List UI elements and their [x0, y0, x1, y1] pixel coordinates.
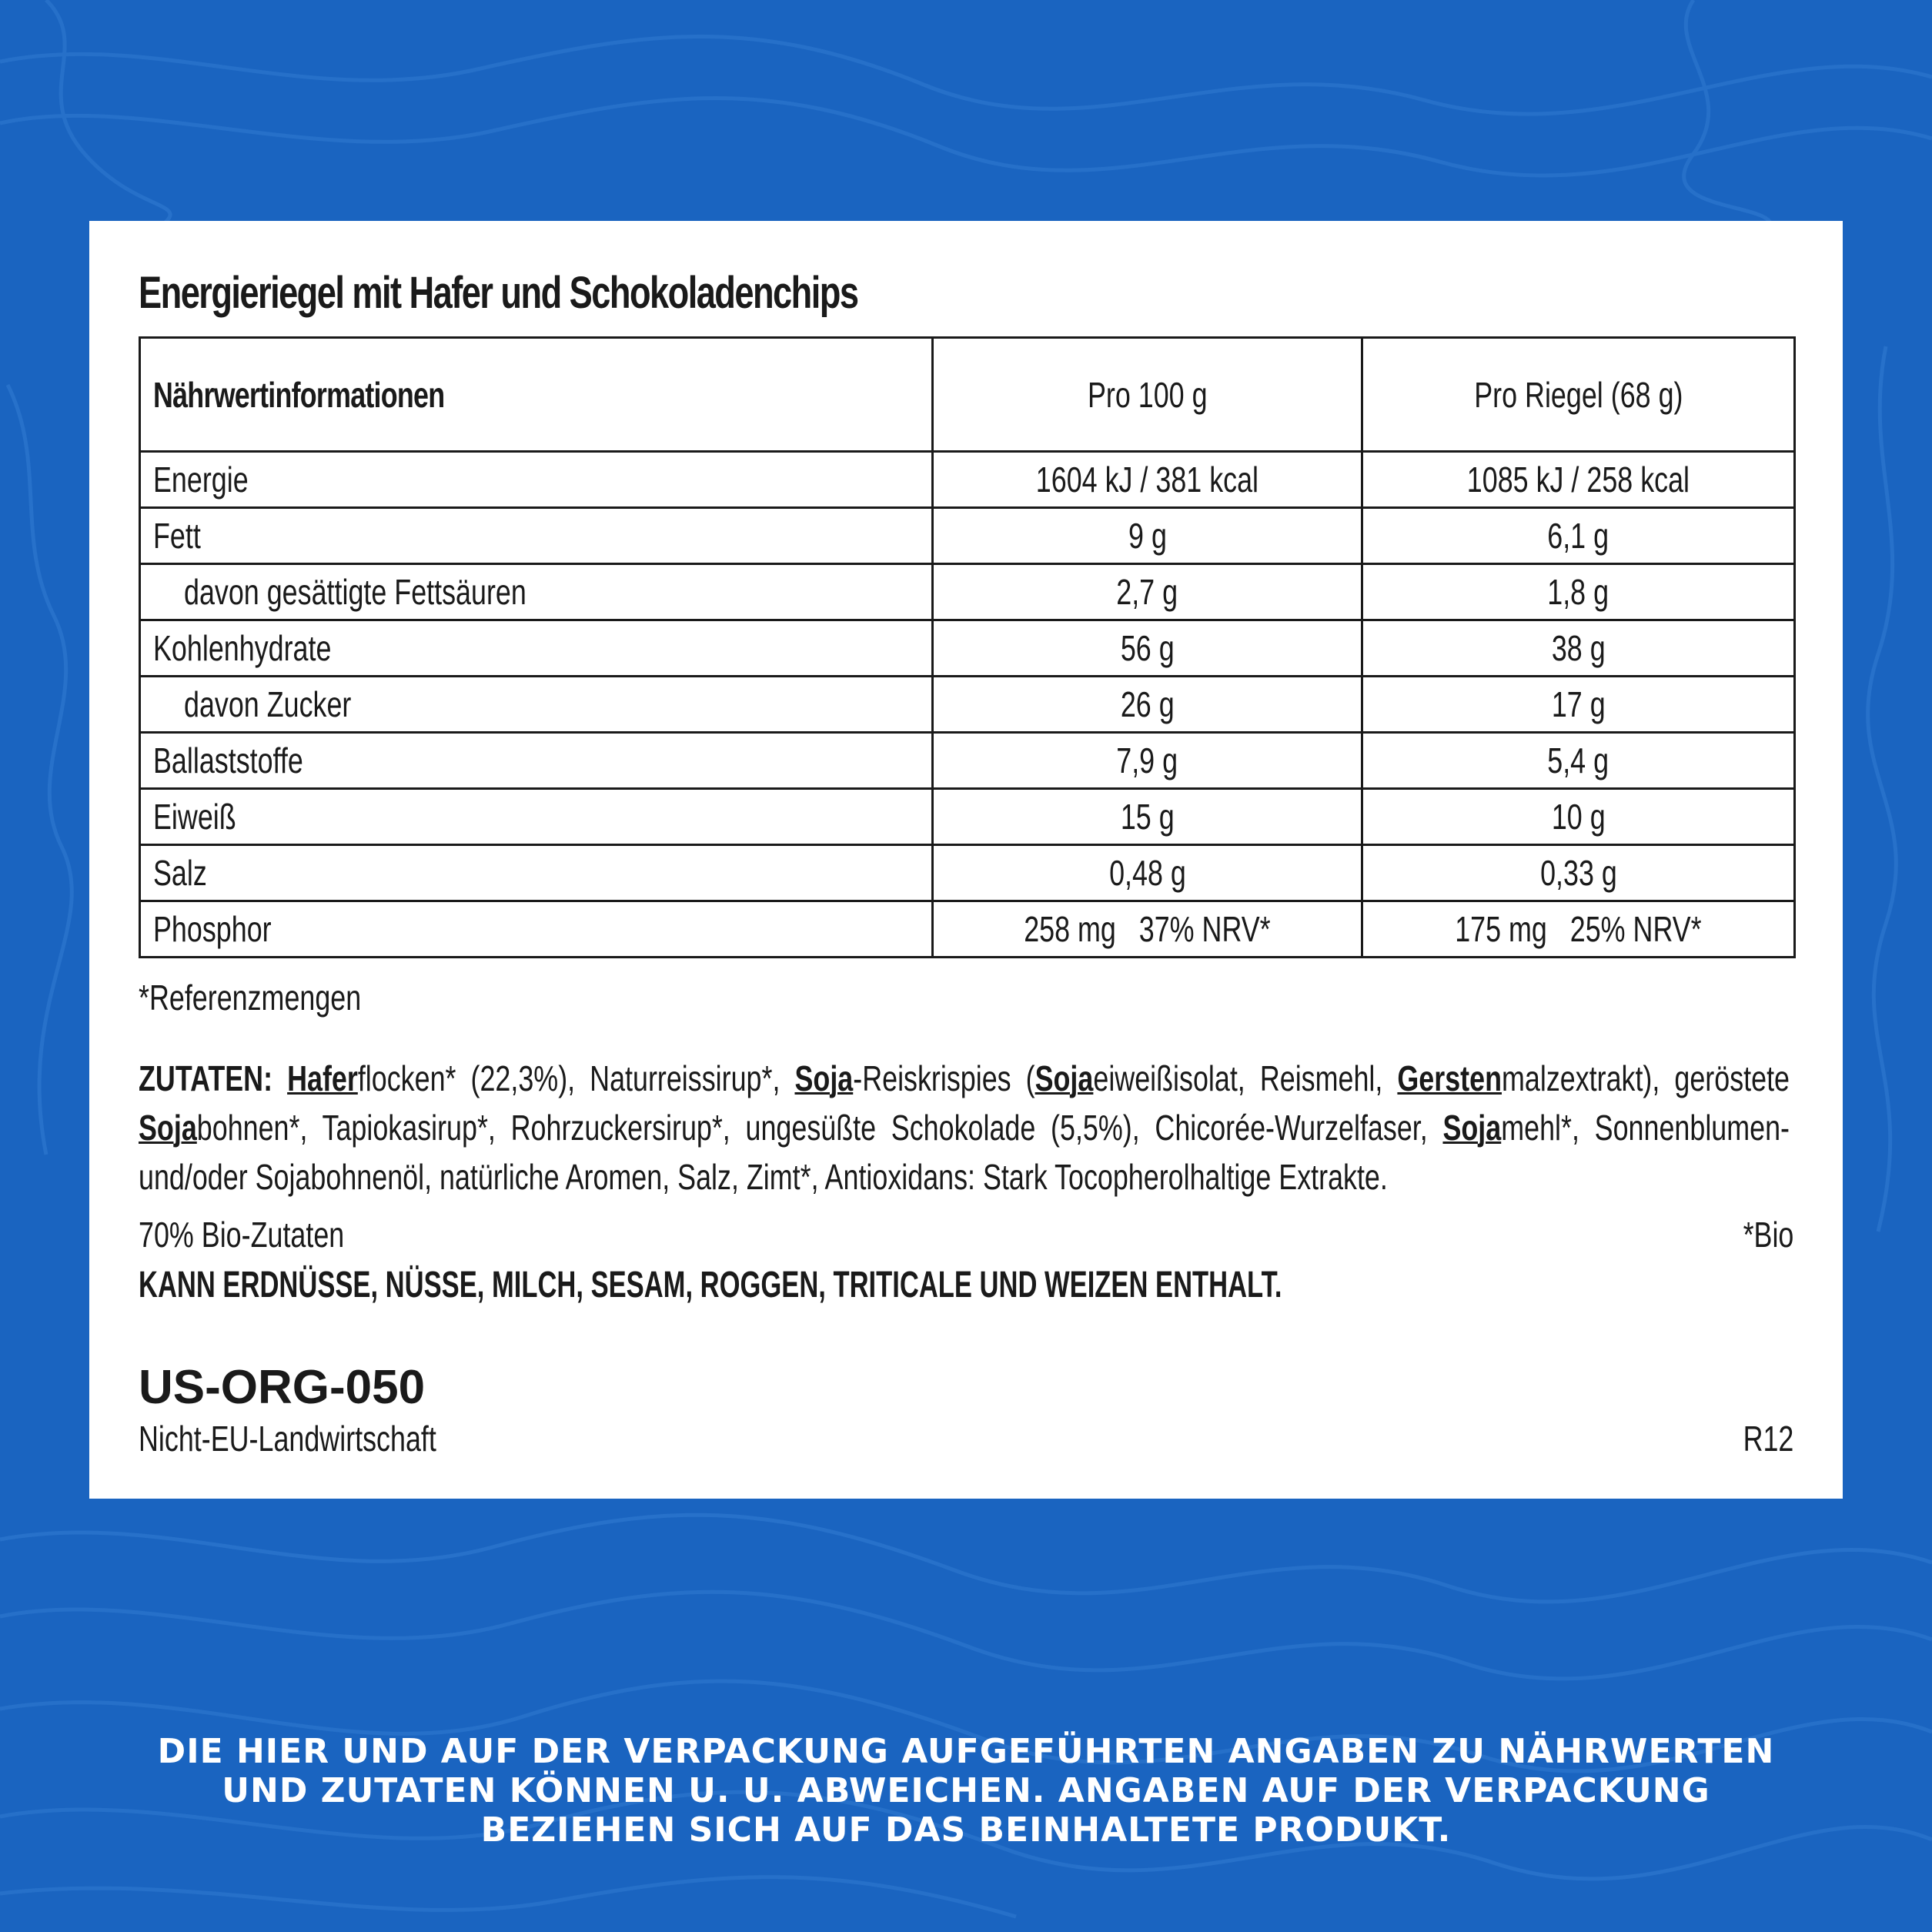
- table-row: [140, 789, 1795, 845]
- certification-ref: R12: [1743, 1419, 1793, 1459]
- disclaimer-line: DIE HIER UND AUF DER VERPACKUNG AUFGEFÜHRTEN ANGABEN ZU NÄHRWERTEN: [157, 1732, 1775, 1771]
- bio-share: 70% Bio-Zutaten: [139, 1215, 345, 1255]
- ingredients-part: flocken* (22,3%), Naturreissirup*,: [357, 1058, 795, 1098]
- row-perbar: 175 mg 25% NRV*: [1362, 901, 1795, 958]
- row-label: Eiweiß: [140, 789, 933, 845]
- certification-origin: Nicht-EU-Landwirtschaft: [139, 1419, 436, 1459]
- row-perbar: 5,4 g: [1362, 733, 1795, 789]
- row-per100: 26 g: [933, 677, 1362, 733]
- row-label: Phosphor: [140, 901, 933, 958]
- ingredients-part: -Reiskrispies (: [853, 1058, 1035, 1098]
- bio-row: [139, 1214, 1793, 1260]
- allergen-highlight: Soja: [139, 1108, 197, 1148]
- table-row: [140, 508, 1795, 564]
- disclaimer-line: BEZIEHEN SICH AUF DAS BEINHALTETE PRODUKT.: [480, 1810, 1452, 1850]
- disclaimer: [0, 1732, 1932, 1850]
- table-row: [140, 677, 1795, 733]
- allergen-highlight: Soja: [1035, 1058, 1094, 1098]
- row-perbar: 6,1 g: [1362, 508, 1795, 564]
- ingredients-text: [139, 1054, 1790, 1202]
- row-per100: 9 g: [933, 508, 1362, 564]
- row-per100: 0,48 g: [933, 845, 1362, 901]
- row-label: davon gesättigte Fettsäuren: [140, 564, 933, 620]
- nutrition-table: [139, 336, 1796, 958]
- certification-code: US-ORG-050: [139, 1361, 426, 1414]
- row-perbar: 17 g: [1362, 677, 1795, 733]
- row-perbar: 1085 kJ / 258 kcal: [1362, 452, 1795, 508]
- allergen-highlight: Hafer: [287, 1058, 358, 1098]
- row-label: Ballaststoffe: [140, 733, 933, 789]
- allergen-highlight: Gersten: [1397, 1058, 1502, 1098]
- row-per100: 2,7 g: [933, 564, 1362, 620]
- allergen-warning: KANN ERDNÜSSE, NÜSSE, MILCH, SESAM, ROGGEN, TRITICALE UND WEIZEN ENTHALT.: [139, 1265, 1282, 1305]
- row-perbar: 38 g: [1362, 620, 1795, 677]
- row-per100: 7,9 g: [933, 733, 1362, 789]
- product-title: Energieriegel mit Hafer und Schokoladenchips: [139, 268, 858, 318]
- table-row: [140, 452, 1795, 508]
- allergen-highlight: Soja: [1442, 1108, 1502, 1148]
- ingredients-label: ZUTATEN:: [139, 1058, 273, 1098]
- table-header-per100: Pro 100 g: [933, 338, 1362, 452]
- row-perbar: 1,8 g: [1362, 564, 1795, 620]
- ingredients-part: eiweißisolat, Reismehl,: [1093, 1058, 1398, 1098]
- bio-note: *Bio: [1743, 1215, 1793, 1255]
- row-label: Kohlenhydrate: [140, 620, 933, 677]
- row-label: Fett: [140, 508, 933, 564]
- table-row: [140, 733, 1795, 789]
- table-row: [140, 845, 1795, 901]
- certification-row: [139, 1418, 1793, 1464]
- ingredients-part: bohnen*, Tapiokasirup*, Rohrzuckersirup*, ungesüßte Schokolade (5,5%), Chicorée-Wurzelfaser,: [196, 1108, 1443, 1148]
- table-header-row: [140, 338, 1795, 452]
- row-perbar: 10 g: [1362, 789, 1795, 845]
- table-row: [140, 564, 1795, 620]
- table-row: [140, 620, 1795, 677]
- row-label: davon Zucker: [140, 677, 933, 733]
- row-label: Salz: [140, 845, 933, 901]
- allergen-highlight: Soja: [794, 1058, 854, 1098]
- row-per100: 1604 kJ / 381 kcal: [933, 452, 1362, 508]
- table-header-label: Nährwertinformationen: [140, 338, 933, 452]
- row-per100: 258 mg 37% NRV*: [933, 901, 1362, 958]
- disclaimer-line: UND ZUTATEN KÖNNEN U. U. ABWEICHEN. ANGABEN AUF DER VERPACKUNG: [222, 1771, 1710, 1810]
- ingredients-part: malzextrakt), geröstete: [1502, 1058, 1790, 1098]
- nutrition-card: [89, 221, 1843, 1499]
- table-row: [140, 901, 1795, 958]
- row-label: Energie: [140, 452, 933, 508]
- ingredients-part: mehl*, Sonnenblumen- und/oder Sojabohnenöl, natürliche Aromen, Salz, Zimt*, Antioxidans: Stark Tocopherolhaltige Extrakte.: [139, 1108, 1790, 1197]
- table-header-perbar: Pro Riegel (68 g): [1362, 338, 1795, 452]
- reference-footnote: *Referenzmengen: [139, 978, 362, 1018]
- row-per100: 56 g: [933, 620, 1362, 677]
- row-perbar: 0,33 g: [1362, 845, 1795, 901]
- row-per100: 15 g: [933, 789, 1362, 845]
